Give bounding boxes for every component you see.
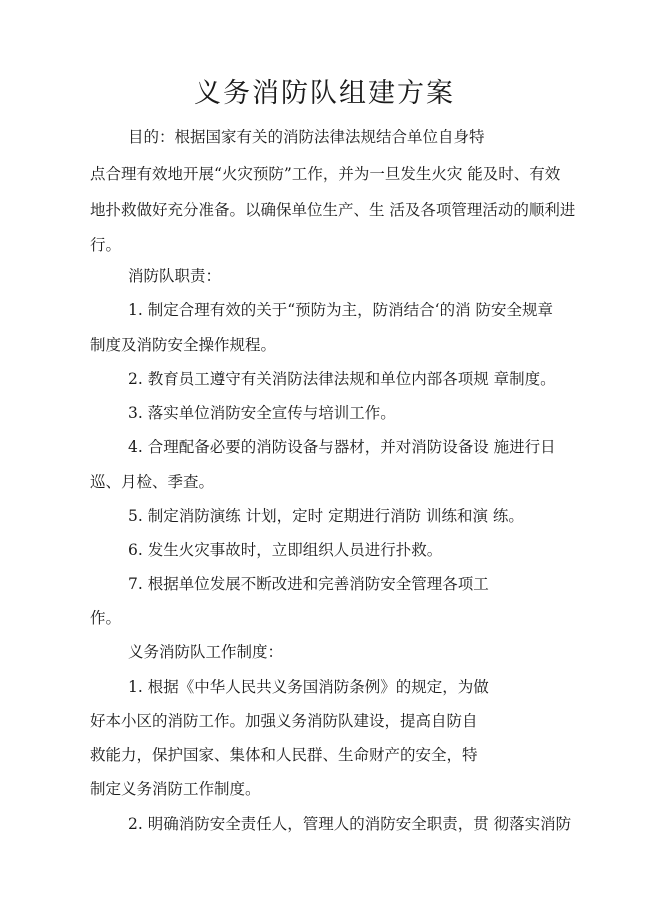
- list-item-continuation: 救能力，保护国家、集体和人民群、生命财产的安全，特: [90, 746, 478, 764]
- list-item: 3. 落实单位消防安全宣传与培训工作。: [128, 404, 396, 422]
- paragraph-line: 地扑救做好充分准备。以确保单位生产、生 活及各项管理活动的顺利进: [90, 201, 576, 219]
- paragraph-line: 目的：根据国家有关的消防法律法规结合单位自身特: [128, 128, 485, 146]
- section-heading: 消防队职责：: [128, 267, 222, 285]
- list-item: 2. 明确消防安全责任人，管理人的消防安全职责，贯 彻落实消防: [128, 815, 572, 833]
- section-heading: 义务消防队工作制度：: [128, 643, 284, 661]
- list-item: 7. 根据单位发展不断改进和完善消防安全管理各项工: [128, 575, 489, 593]
- list-item: 4. 合理配备必要的消防设备与器材，并对消防设备设 施进行日: [128, 438, 556, 456]
- list-item: 5. 制定消防演练 计划，定时 定期进行消防 训练和演 练。: [128, 507, 524, 525]
- list-item-continuation: 好本小区的消防工作。加强义务消防队建设，提高自防自: [90, 712, 478, 730]
- document-title: 义务消防队组建方案: [194, 78, 455, 109]
- list-item-continuation: 制定义务消防工作制度。: [90, 780, 261, 798]
- paragraph-line: 行。: [90, 236, 122, 254]
- list-item: 2. 教育员工遵守有关消防法律法规和单位内部各项规 章制度。: [128, 370, 556, 388]
- list-item-continuation: 作。: [90, 609, 122, 627]
- list-item: 1. 根据《中华人民共义务国消防条例》的规定，为做: [128, 678, 489, 696]
- list-item: 6. 发生火灾事故时，立即组织人员进行扑救。: [128, 541, 443, 559]
- list-item-continuation: 制度及消防安全操作规程。: [90, 336, 277, 354]
- list-item-continuation: 巡、月检、季查。: [90, 473, 215, 491]
- list-item: 1. 制定合理有效的关于“预防为主，防消结合‘的消 防安全规章: [128, 301, 553, 319]
- paragraph-line: 点合理有效地开展“火灾预防”工作，并为一旦发生火灾 能及时、有效: [90, 165, 561, 183]
